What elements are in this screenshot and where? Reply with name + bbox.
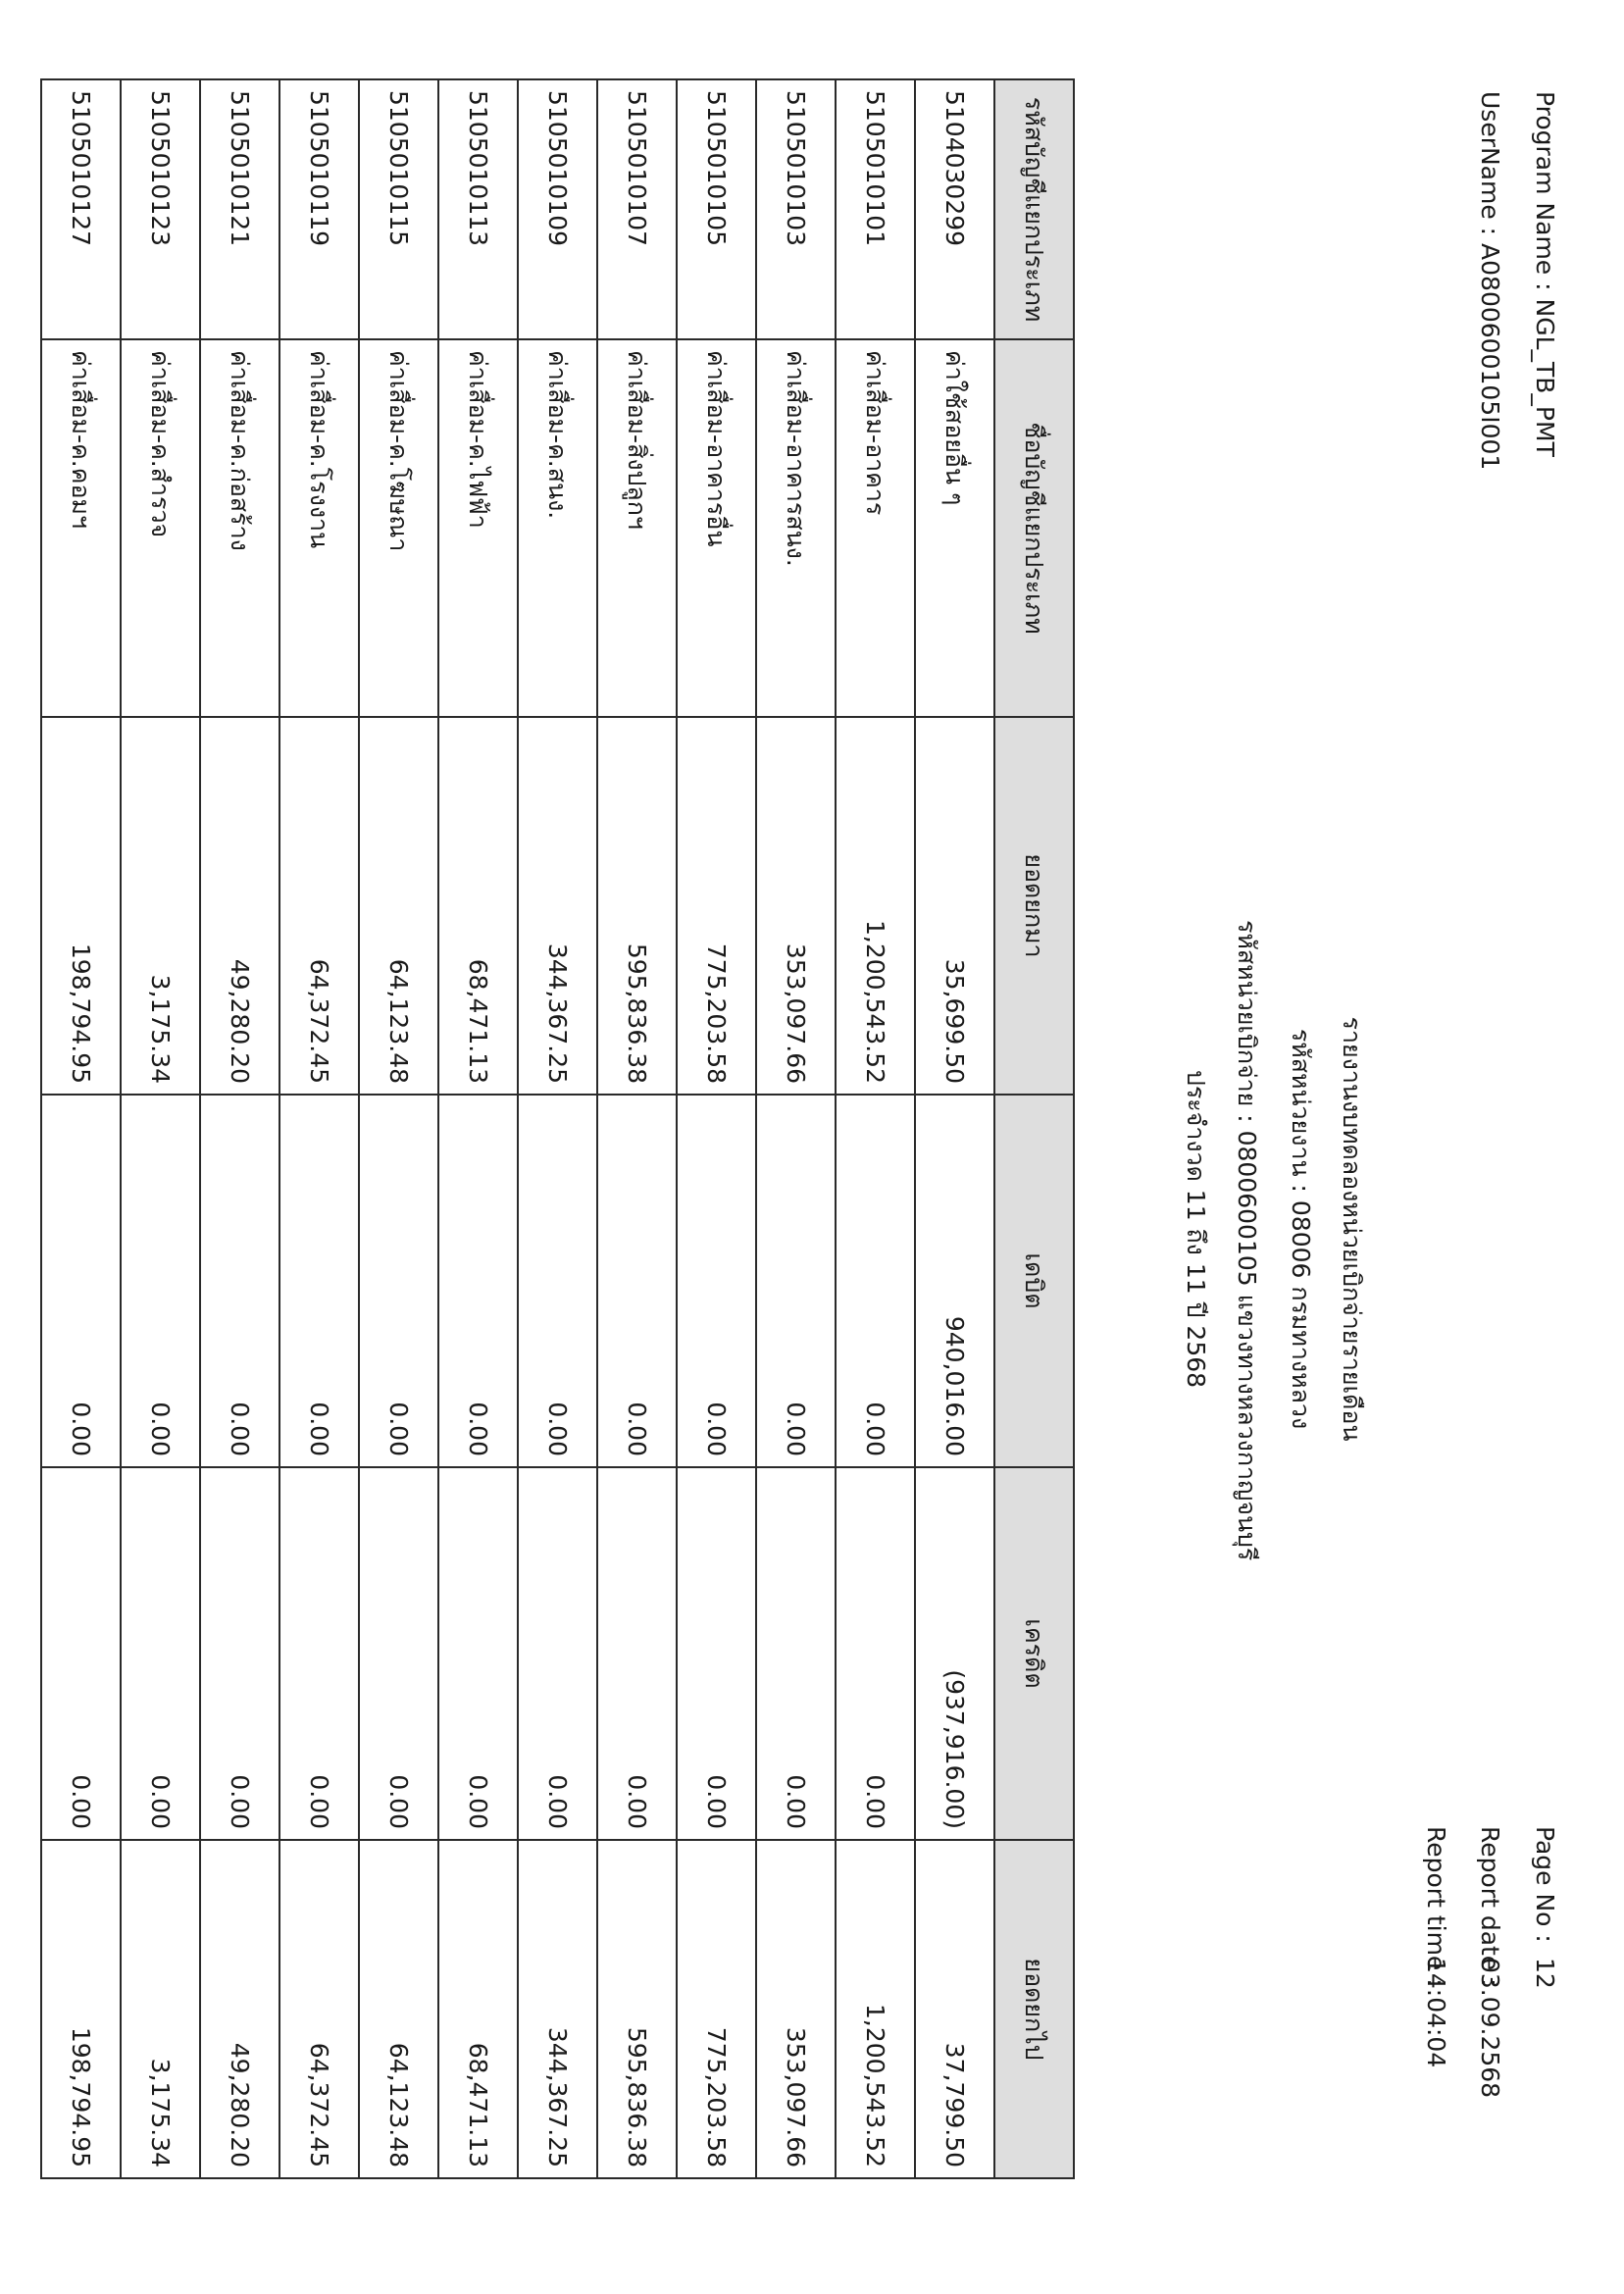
account-code-cell: 5105010105 (677, 79, 756, 339)
credit-cell: 0.00 (756, 1467, 836, 1840)
account-code-cell: 5105010119 (279, 79, 359, 339)
account-code-cell: 5105010115 (359, 79, 438, 339)
carried-in-cell: 64,372.45 (279, 717, 359, 1095)
account-code-cell: 5105010127 (41, 79, 121, 339)
account-name-cell: ค่าเสื่อม-ค.ก่อสร้าง (200, 339, 279, 717)
account-name-cell: ค่าเสื่อม-ค.คอมฯ (41, 339, 121, 717)
carried-out-cell: 37,799.50 (915, 1840, 994, 2178)
account-name-cell: ค่าเสื่อม-อาคาร (836, 339, 915, 717)
account-name-cell: ค่าเสื่อม-ค.ไฟฟ้า (438, 339, 518, 717)
credit-cell: 0.00 (121, 1467, 200, 1840)
account-code-cell: 5105010109 (518, 79, 597, 339)
carried-out-cell: 64,123.48 (359, 1840, 438, 2178)
carried-in-cell: 3,175.34 (121, 717, 200, 1095)
carried-in-cell: 595,836.38 (597, 717, 677, 1095)
disbursement-unit: รหัสหน่วยเบิกจ่าย : 0800600105 แขวงทางหลวงกาญจนบุรี (1233, 920, 1261, 1561)
report-date-value: 03.09.2568 (1476, 1957, 1504, 2099)
col-header-account-name: ชื่อบัญชีแยกประเภท (994, 339, 1074, 717)
carried-in-cell: 64,123.48 (359, 717, 438, 1095)
carried-in-cell: 49,280.20 (200, 717, 279, 1095)
debit-cell: 0.00 (677, 1095, 756, 1467)
debit-cell: 0.00 (756, 1095, 836, 1467)
debit-cell: 0.00 (41, 1095, 121, 1467)
page-number (1531, 1826, 1559, 1989)
carried-out-cell: 68,471.13 (438, 1840, 518, 2178)
carried-out-cell: 198,794.95 (41, 1840, 121, 2178)
page-number-label: Page No : (1531, 1826, 1559, 1943)
debit-cell: 940,016.00 (915, 1095, 994, 1467)
carried-in-cell: 68,471.13 (438, 717, 518, 1095)
col-header-carried-in: ยอดยกมา (994, 717, 1074, 1095)
account-code-cell: 5105010103 (756, 79, 836, 339)
account-name-cell: ค่าใช้สอยอื่น ๆ (915, 339, 994, 717)
account-name-cell: ค่าเสื่อม-ค.สำรวจ (121, 339, 200, 717)
carried-out-cell: 775,203.58 (677, 1840, 756, 2178)
carried-out-cell: 64,372.45 (279, 1840, 359, 2178)
table-row (200, 79, 279, 2178)
table-row (359, 79, 438, 2178)
report-time-label: Report time : (1422, 1826, 1450, 1987)
debit-cell: 0.00 (438, 1095, 518, 1467)
credit-cell: 0.00 (597, 1467, 677, 1840)
carried-out-cell: 49,280.20 (200, 1840, 279, 2178)
carried-out-cell: 353,097.66 (756, 1840, 836, 2178)
account-code-cell: 5104030299 (915, 79, 994, 339)
credit-cell: 0.00 (836, 1467, 915, 1840)
table-row (279, 79, 359, 2178)
report-period: ประจำงวด 11 ถึง 11 ปี 2568 (1182, 1069, 1210, 1389)
debit-cell: 0.00 (121, 1095, 200, 1467)
carried-out-cell: 1,200,543.52 (836, 1840, 915, 2178)
table-row (915, 79, 994, 2178)
carried-in-cell: 1,200,543.52 (836, 717, 915, 1095)
credit-cell: 0.00 (41, 1467, 121, 1840)
trial-balance-table (40, 78, 1075, 2179)
col-header-account-code: รหัสบัญชีแยกประเภท (994, 79, 1074, 339)
account-name-cell: ค่าเสื่อม-อาคารสนง. (756, 339, 836, 717)
username: UserName : A0800600105I001 (1476, 91, 1504, 471)
account-name-cell: ค่าเสื่อม-ค.โฆษณา (359, 339, 438, 717)
account-code-cell: 5105010123 (121, 79, 200, 339)
table-row (677, 79, 756, 2178)
account-name-cell: ค่าเสื่อม-ค.โรงงาน (279, 339, 359, 717)
report-title: รายงานงบทดลองหน่วยเบิกจ่ายรายเดือน (1338, 1016, 1366, 1442)
account-code-cell: 5105010107 (597, 79, 677, 339)
account-name-cell: ค่าเสื่อม-อาคารอื่น (677, 339, 756, 717)
account-code-cell: 5105010101 (836, 79, 915, 339)
report-date-label: Report date : (1476, 1826, 1504, 1987)
table-row (836, 79, 915, 2178)
page-number-value: 12 (1531, 1957, 1559, 1989)
table-row (41, 79, 121, 2178)
debit-cell: 0.00 (836, 1095, 915, 1467)
table-row (756, 79, 836, 2178)
credit-cell: 0.00 (359, 1467, 438, 1840)
table-row (597, 79, 677, 2178)
credit-cell: 0.00 (279, 1467, 359, 1840)
table-row (121, 79, 200, 2178)
col-header-credit: เครดิต (994, 1467, 1074, 1840)
carried-in-cell: 35,699.50 (915, 717, 994, 1095)
account-name-cell: ค่าเสื่อม-ค.สนง. (518, 339, 597, 717)
debit-cell: 0.00 (359, 1095, 438, 1467)
account-name-cell: ค่าเสื่อม-สิ่งปลูกฯ (597, 339, 677, 717)
carried-in-cell: 198,794.95 (41, 717, 121, 1095)
carried-out-cell: 344,367.25 (518, 1840, 597, 2178)
table-row (438, 79, 518, 2178)
table-header-row (994, 79, 1074, 2178)
debit-cell: 0.00 (279, 1095, 359, 1467)
report-time (1422, 1826, 1450, 2067)
carried-in-cell: 353,097.66 (756, 717, 836, 1095)
debit-cell: 0.00 (518, 1095, 597, 1467)
debit-cell: 0.00 (597, 1095, 677, 1467)
program-name: Program Name : NGL_TB_PMT (1531, 91, 1559, 457)
account-code-cell: 5105010113 (438, 79, 518, 339)
table-row (518, 79, 597, 2178)
agency-code: รหัสหน่วยงาน : 08006 กรมทางหลวง (1287, 1028, 1315, 1430)
debit-cell: 0.00 (200, 1095, 279, 1467)
account-code-cell: 5105010121 (200, 79, 279, 339)
credit-cell: 0.00 (518, 1467, 597, 1840)
col-header-debit: เดบิต (994, 1095, 1074, 1467)
report-time-value: 14:04:04 (1422, 1957, 1450, 2068)
carried-in-cell: 344,367.25 (518, 717, 597, 1095)
credit-cell: 0.00 (677, 1467, 756, 1840)
credit-cell: 0.00 (200, 1467, 279, 1840)
table-body (41, 79, 994, 2178)
report-date (1476, 1826, 1504, 2098)
carried-in-cell: 775,203.58 (677, 717, 756, 1095)
col-header-carried-out: ยอดยกไป (994, 1840, 1074, 2178)
carried-out-cell: 595,836.38 (597, 1840, 677, 2178)
credit-cell: (937,916.00) (915, 1467, 994, 1840)
credit-cell: 0.00 (438, 1467, 518, 1840)
carried-out-cell: 3,175.34 (121, 1840, 200, 2178)
